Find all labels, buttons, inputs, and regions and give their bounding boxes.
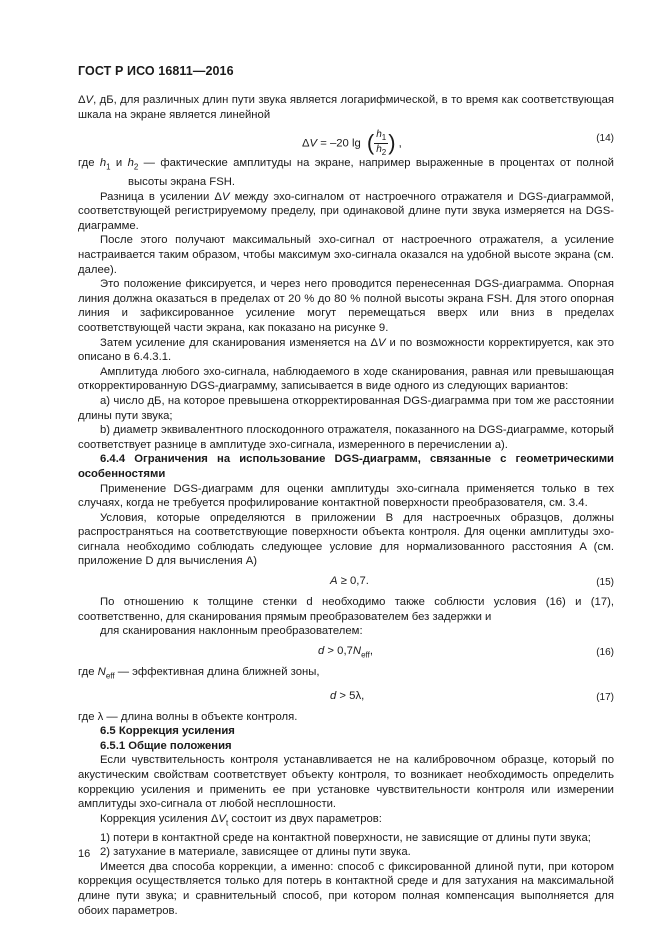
paragraph: 1) потери в контактной среде на контактной поверхности, не зависящие от длины пути звука; [100,831,591,844]
formula-left: ΔV = –20 lg [302,137,361,150]
paragraph: Затем усиление для сканирования изменяется на ΔV и по возможности корректируется, как это описано в 6.4.3.1. [78,336,614,364]
paragraph: Если чувствительность контроля устанавливается не на калибровочном образце, который по акустическим свойствам соответствует объекту контроля, то возникает необходимость определить коррекцию усиления и применить ее при установке чувствительности контроля или измерении амплитуды эхо-сигнала от любой несплошности. [78,754,614,811]
formula: A ≥ 0,7. [330,575,369,588]
paragraph: а) число дБ, на которое превышена откорректированная DGS-диаграмма при том же расстоянии длины пути звука; [78,394,614,422]
formula: $d > 0,7N_{eff}$, [318,644,373,660]
paragraph: b) диаметр эквивалентного плоскодонного отражателя, показанного на DGS-диаграмме, который соответствует разнице в амплитуде эхо-сигнала, измеренного в перечислении а). [78,424,614,451]
section-heading: 6.4.4 Ограничения на использование DGS-диаграмм, связанные с геометрическими особенностями [78,453,614,480]
equation-number: (14) [596,133,614,145]
page-number: 16 [78,848,91,860]
paragraph: Коррекция усиления $\Delta V_t$ состоит из двух параметров: [100,812,382,828]
paragraph: Разница в усилении ΔV между эхо-сигналом от настроечного отражателя и DGS-диаграммой, соответствующей регистрируемому пределу, при одинаковой длине пути звука измеряется на DGS-диаграмме. [78,190,614,232]
paragraph: По отношению к толщине стенки d необходимо также соблюсти условия (16) и (17), соответственно, для сканирования прямым преобразователем без задержки и [78,596,614,623]
paragraph: где $N_{eff}$ — эффективная длина ближней зоны, [78,665,320,681]
paragraph: для сканирования наклонным преобразователем: [100,625,363,638]
section-heading: 6.5 Коррекция усиления [100,725,235,738]
paragraph: 2) затухание в материале, зависящее от длины пути звука. [100,846,411,859]
equation-number: (16) [596,646,614,658]
paragraph: Условия, которые определяются в приложении B для настроечных образцов, должны распространяться на соответствующие поверхности объекта контроля. Для оценки амплитуды эхо-сигнала необходимо соблюдать следующее условие для нормализованного расстояния A (см. приложение D для вычисления A) [78,511,614,568]
paragraph: Амплитуда любого эхо-сигнала, наблюдаемого в ходе сканирования, равная или превышающая откорректированную DGS-диаграмму, записывается в виде одного из следующих вариантов: [78,365,614,393]
fraction: $\frac{h_1}{h_2}$ [376,129,387,158]
equation-number: (17) [596,691,614,703]
paragraph: ΔV, дБ, для различных длин пути звука является логарифмической, в то время как соответствующая шкала на экране является линейной [78,94,614,121]
equation-number: (15) [596,577,614,589]
formula-14: ΔV = –20 lg ( $\frac{h_1}{h_2}$ ) , [302,129,402,158]
paragraph: где $h_1$ и $h_2$ — фактические амплитуды на экране, например выраженные в процентах от полной высоты экрана FSH. [78,157,614,189]
formula: d > 5λ, [330,689,365,702]
paragraph: где λ — длина волны в объекте контроля. [78,710,298,723]
paragraph: После этого получают максимальный эхо-сигнал от настроечного отражателя, а усиление настраивается таким образом, чтобы максимум эхо-сигнала оказался на удобной высоте экрана (см. далее). [78,234,614,276]
document-header: ГОСТ Р ИСО 16811—2016 [78,64,234,78]
paragraph: Это положение фиксируется, и через него проводится перенесенная DGS-диаграмма. Опорная линия должна оказаться в пределах от 20 % до 80 % полной высоты экрана FSH. Для этого опорная линия и зафиксированное усиление могут перемещаться вверх или вниз в пределах соответствующей части экрана, как показано на рисунке 9. [78,278,614,334]
document-body [78,93,614,918]
paragraph: Применение DGS-диаграмм для оценки амплитуды эхо-сигнала применяется только в тех случаях, когда не требуется профилирование контактной поверхности преобразователя, см. 3.4. [78,482,614,510]
section-heading: 6.5.1 Общие положения [100,739,232,752]
paragraph: Имеется два способа коррекции, а именно: способ с фиксированной длиной пути, при котором коррекция осуществляется только для потерь в контактной среде и для затухания на максимальной длине пути звука; и сравнительный способ, при котором полная компенсация выполняется для обоих параметров. [78,860,614,917]
